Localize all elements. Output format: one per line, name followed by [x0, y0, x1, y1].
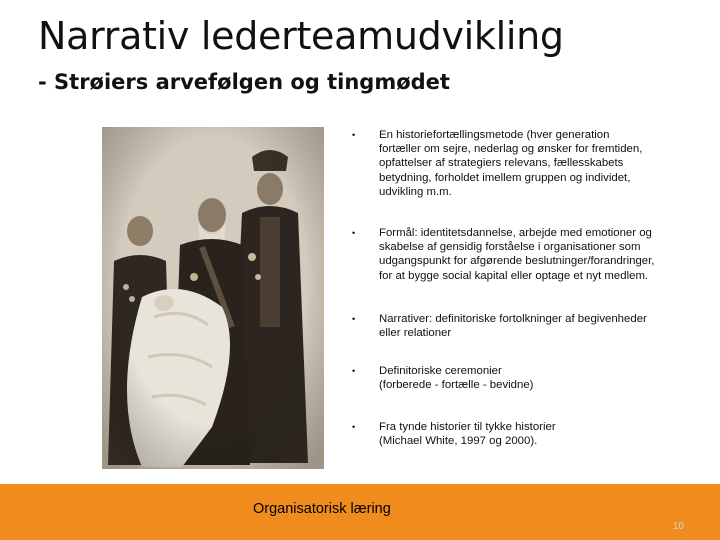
bullet-text: En historiefortællingsmetode (hver generation fortæller om sejre, nederlag og ønsker for fremtiden, opfattelser af strategiers relevans, fællesskabets betydning, forholdet imellem gruppen og individet, udvikling m.m.: [379, 129, 643, 198]
bullet-marker: •: [352, 314, 356, 324]
footer-bar: [0, 484, 720, 540]
page-number: 10: [672, 521, 684, 532]
bullet-text: Fra tynde historier til tykke historier (Michael White, 1997 og 2000).: [379, 421, 556, 448]
bullet-list: [345, 128, 700, 460]
historical-photo: [102, 127, 324, 469]
bullet-marker: •: [352, 130, 356, 140]
bullet-item: [345, 312, 700, 364]
bullet-text: Formål: identitetsdannelse, arbejde med emotioner og skabelse af gensidig forståelse i organisationer som udgangspunkt for afgørende beslutninger/forandringer, for at bygge social kapital eller optage et nyt medlem.: [379, 227, 655, 282]
bullet-marker: •: [352, 422, 356, 432]
bullet-item: [345, 364, 700, 420]
footer-label: Organisatorisk læring: [253, 501, 391, 517]
bullet-item: [345, 226, 700, 312]
bullet-text: Definitoriske ceremonier (forberede - fortælle - bevidne): [379, 365, 534, 392]
bullet-item: [345, 128, 700, 226]
slide-title: Narrativ lederteamudvikling: [38, 14, 564, 58]
slide-subtitle: - Strøiers arvefølgen og tingmødet: [38, 70, 450, 94]
bullet-marker: •: [352, 228, 356, 238]
bullet-text: Narrativer: definitoriske fortolkninger af begivenheder eller relationer: [379, 313, 647, 340]
bullet-marker: •: [352, 366, 356, 376]
bullet-item: [345, 420, 700, 460]
